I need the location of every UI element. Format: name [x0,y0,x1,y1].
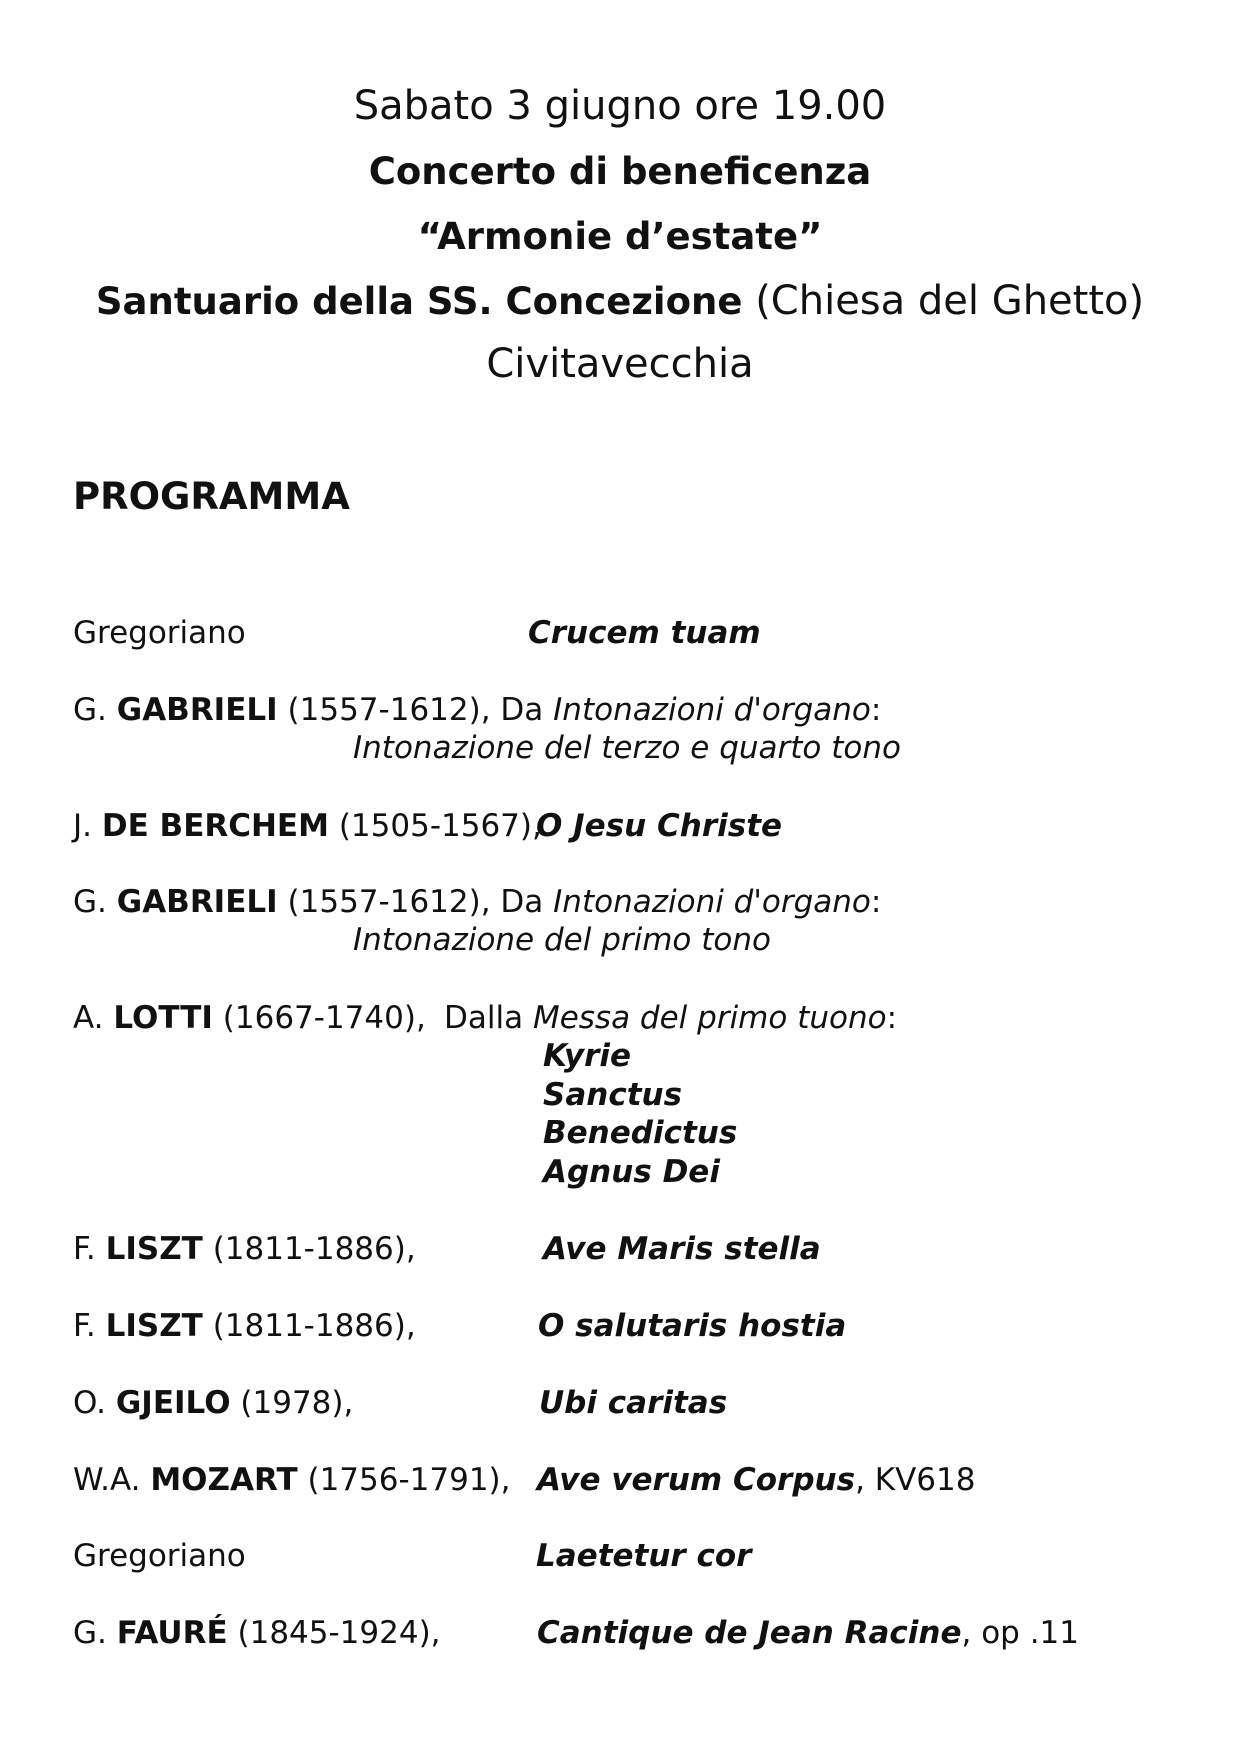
concert-subtitle: “Armonie d’estate” [417,215,823,258]
work-detail: Intonazione del terzo e quarto tono [353,730,901,766]
work-suffix: , op .11 [961,1615,1080,1651]
composer-initial: G. [73,884,107,920]
work-suffix: , KV618 [855,1462,976,1498]
program-item [73,1000,426,1036]
colon: : [870,884,882,920]
work-title: O Jesu Christe [536,808,783,844]
work-prefix: Da [500,692,544,728]
composer-name: GABRIELI [116,884,278,920]
program-item [73,1385,354,1421]
composer-name: LISZT [105,1231,203,1267]
composer-initial: G. [73,692,107,728]
work-line [537,1615,1080,1651]
movement: Sanctus [543,1077,683,1113]
work-title: Crucem tuam [528,615,761,651]
movement: Agnus Dei [543,1154,720,1190]
venue-line [0,278,1240,324]
program-item [73,1308,416,1344]
composer-dates: (1667-1740), [222,1000,426,1036]
composer-name: Gregoriano [73,615,246,651]
composer-name: Gregoriano [73,1538,246,1574]
work-line [537,1462,976,1498]
composer-initial: F. [73,1231,96,1267]
composer-initial: W.A. [73,1462,141,1498]
program-item [73,1231,416,1267]
composer-dates: (1557-1612), [287,692,491,728]
composer-dates: (1845-1924), [237,1615,441,1651]
program-item [73,808,542,844]
concert-title: Concerto di beneficenza [368,150,872,193]
work-title: Laetetur cor [536,1538,752,1574]
program-heading: PROGRAMMA [73,475,350,518]
work-prefix: Dalla [444,1000,524,1036]
composer-dates: (1505-1567), [338,808,542,844]
venue-note: (Chiesa del Ghetto) [755,278,1145,324]
program-item [73,1462,511,1498]
city: Civitavecchia [486,341,754,387]
composer-initial: G. [73,1615,107,1651]
colon: : [870,692,882,728]
composer-initial: O. [73,1385,106,1421]
composer-name: GJEILO [115,1385,231,1421]
composer-initial: J. [73,808,92,844]
work-title: Ave Maris stella [543,1231,821,1267]
composer-dates: (1811-1886), [212,1308,416,1344]
composer-dates: (1811-1886), [212,1231,416,1267]
work-detail: Intonazione del primo tono [353,922,771,958]
composer-initial: A. [73,1000,104,1036]
venue-name: Santuario della SS. Concezione [95,280,743,323]
collection-title: Intonazioni d'organo [553,692,871,728]
composer-dates: (1978), [240,1385,354,1421]
movement: Kyrie [543,1038,632,1074]
program-item [73,692,882,728]
program-item [73,884,882,920]
collection-title: Messa del primo tuono [532,1000,887,1036]
composer-name: FAURÉ [116,1615,228,1651]
composer-name: GABRIELI [116,692,278,728]
program-item [73,615,246,651]
program-item [73,1538,246,1574]
date-line: Sabato 3 giugno ore 19.00 [353,83,887,129]
composer-name: DE BERCHEM [101,808,329,844]
work-title: Ubi caritas [539,1385,728,1421]
program-item [73,1615,441,1651]
composer-name: LOTTI [113,1000,213,1036]
composer-name: MOZART [150,1462,298,1498]
work-prefix: Da [500,884,544,920]
composer-dates: (1756-1791), [307,1462,511,1498]
work-intro [444,1000,898,1036]
collection-title: Intonazioni d'organo [553,884,871,920]
composer-initial: F. [73,1308,96,1344]
work-title: O salutaris hostia [538,1308,847,1344]
composer-name: LISZT [105,1308,203,1344]
movement: Benedictus [543,1115,738,1151]
colon: : [886,1000,898,1036]
work-title: Ave verum Corpus [537,1462,856,1498]
composer-dates: (1557-1612), [287,884,491,920]
work-title: Cantique de Jean Racine [537,1615,962,1651]
